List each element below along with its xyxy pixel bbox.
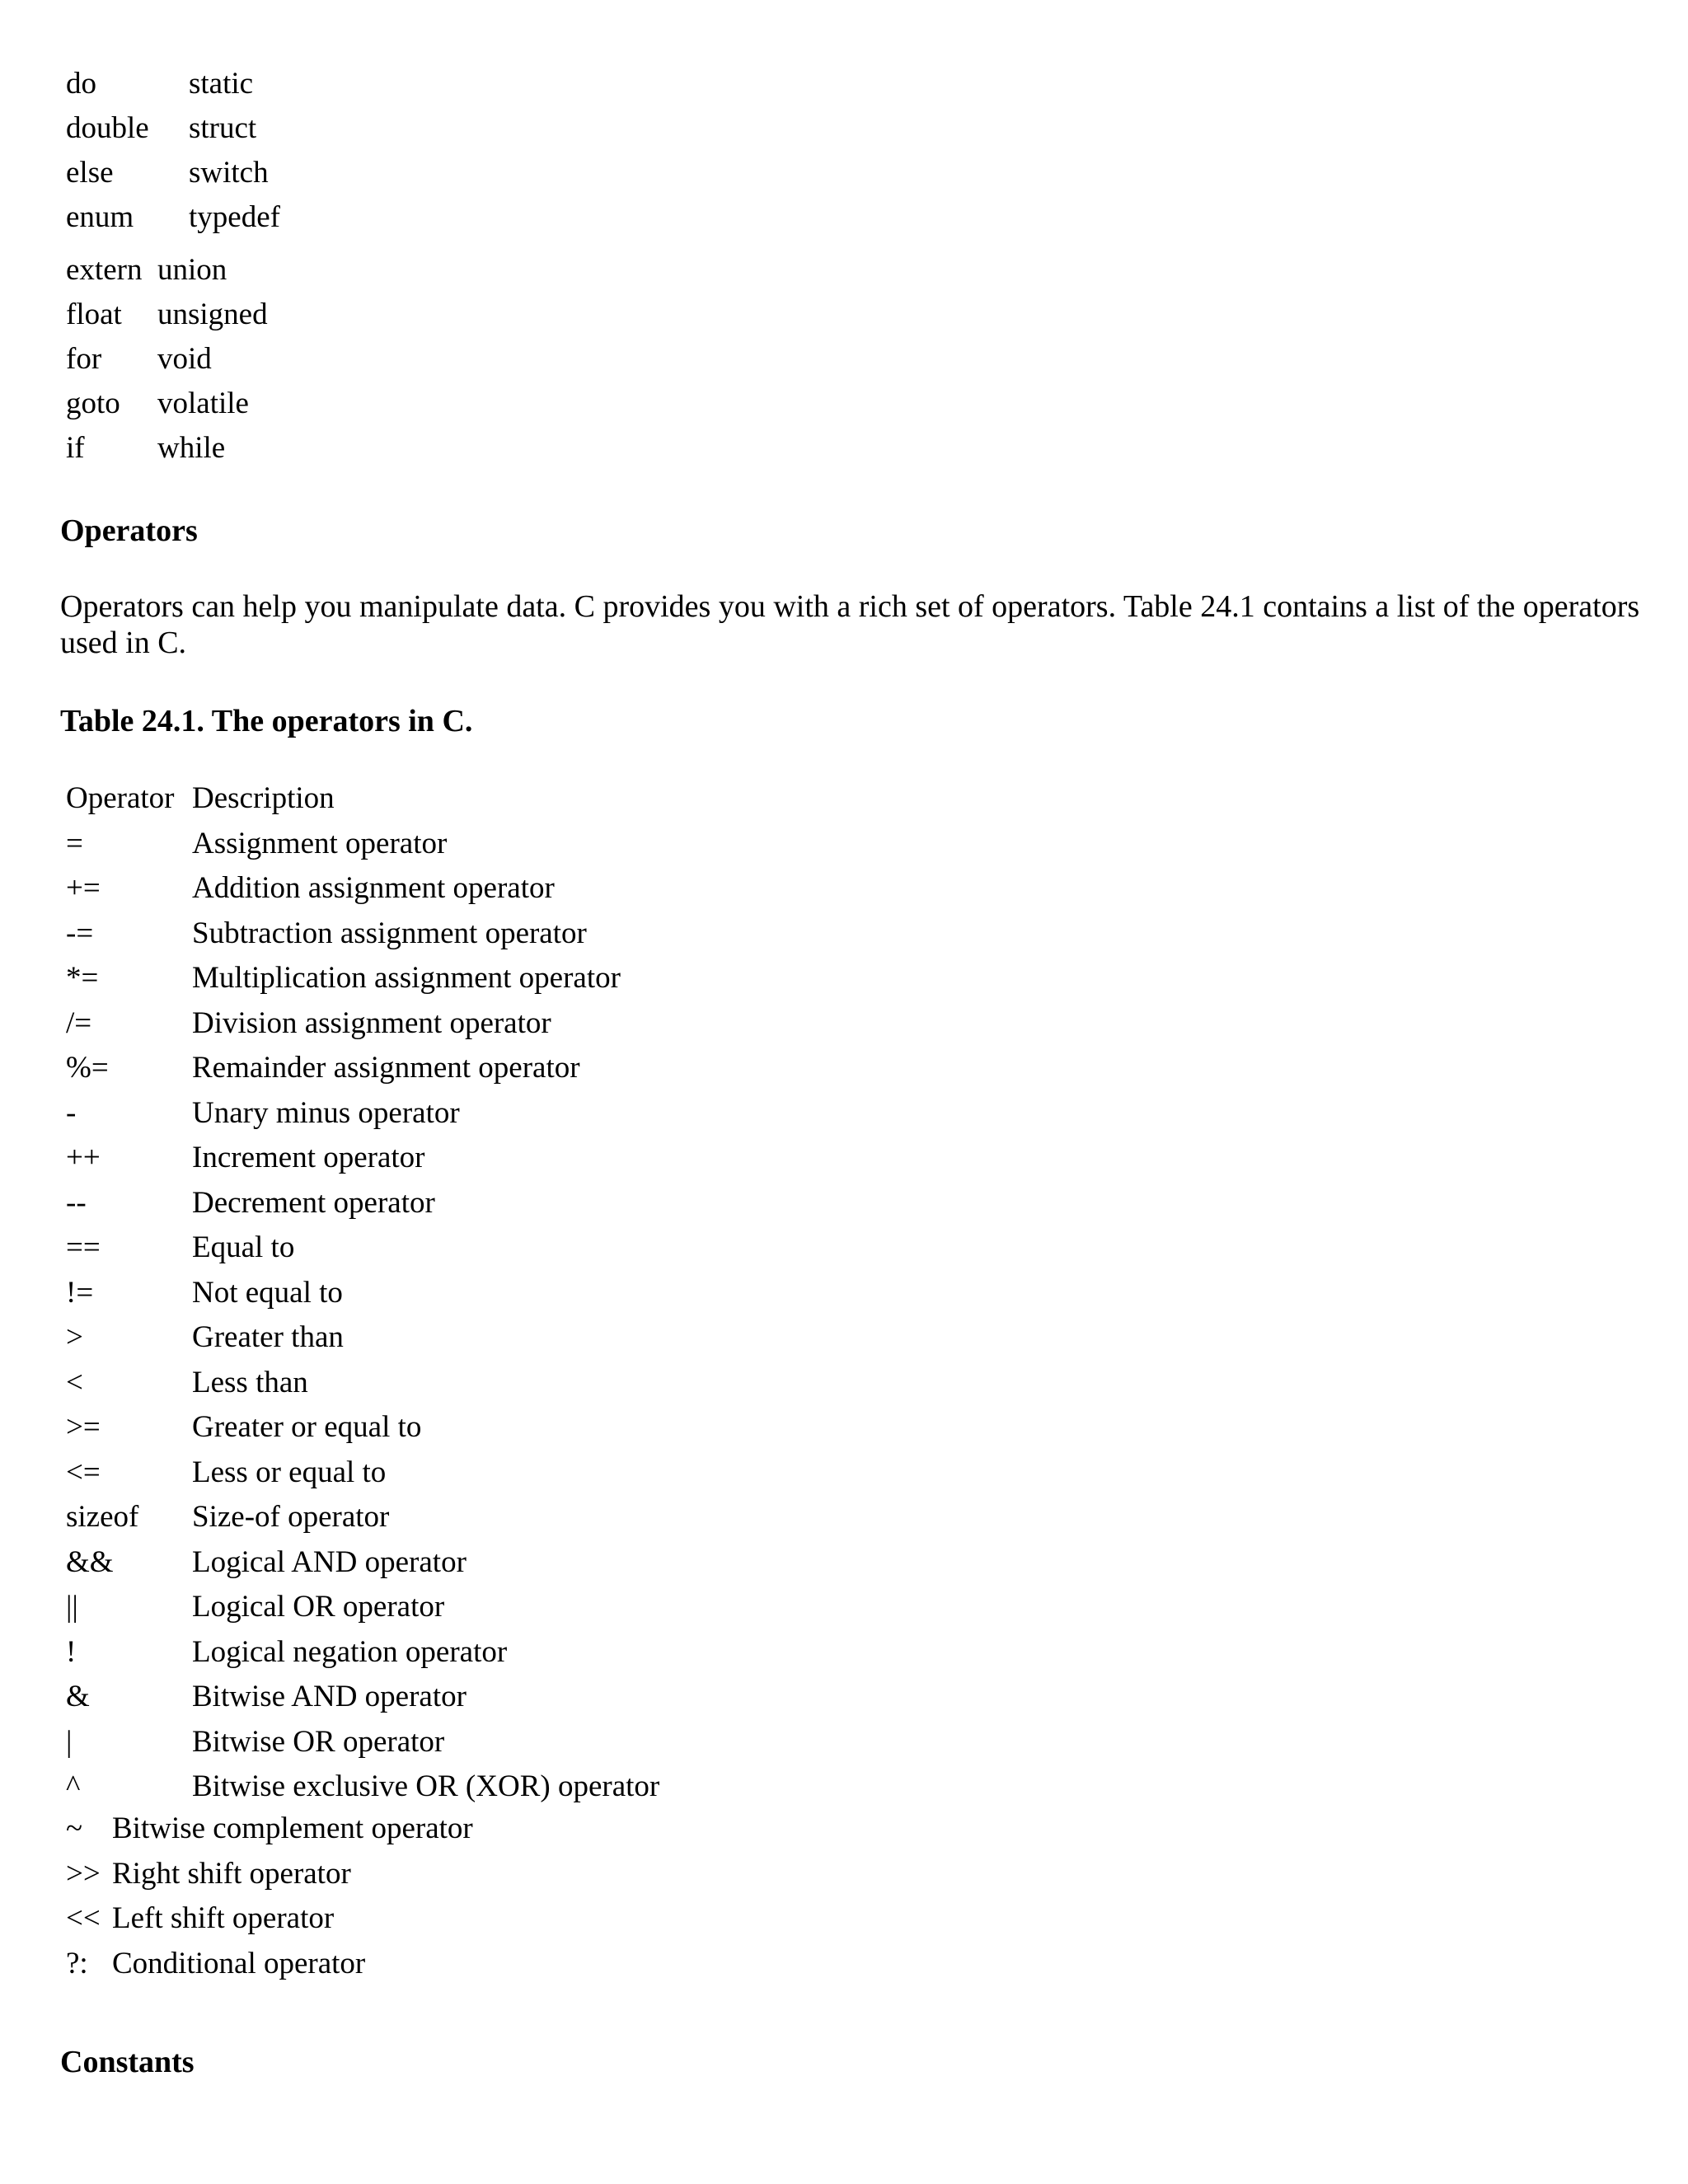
cell-value: volatile	[157, 387, 249, 420]
cell-value: Less or equal to	[192, 1455, 387, 1489]
keyword-row	[66, 62, 280, 106]
cell-term: =	[66, 826, 83, 860]
keywords-table-part2	[66, 248, 268, 471]
cell-value: static	[189, 67, 254, 101]
operator-row	[66, 1896, 473, 1942]
cell-term: else	[66, 156, 114, 190]
operator-row	[66, 1451, 659, 1496]
keyword-row	[66, 195, 280, 240]
cell-term: /=	[66, 1005, 92, 1040]
table-header-row	[66, 776, 659, 822]
cell-term: >	[66, 1320, 83, 1354]
operator-row	[66, 1675, 659, 1720]
operator-row	[66, 866, 659, 912]
cell-term: *=	[66, 961, 99, 995]
cell-term: ++	[66, 1141, 101, 1174]
operator-row	[66, 1271, 659, 1316]
cell-term: ==	[66, 1230, 101, 1264]
operator-row	[66, 1046, 659, 1091]
cell-value: Increment operator	[192, 1141, 425, 1174]
cell-value: Logical AND operator	[192, 1544, 467, 1579]
cell-term: ?:	[66, 1946, 88, 1980]
cell-term: --	[66, 1185, 87, 1220]
operator-row	[66, 1585, 659, 1630]
cell-value: Bitwise complement operator	[112, 1811, 473, 1845]
cell-value: Assignment operator	[192, 826, 448, 860]
cell-value: Bitwise AND operator	[192, 1680, 467, 1713]
operator-row	[66, 1226, 659, 1271]
cell-term: ^	[66, 1769, 81, 1803]
operator-row	[66, 1495, 659, 1540]
cell-term: |	[66, 1724, 73, 1759]
operator-row	[66, 1181, 659, 1226]
cell-value: Subtraction assignment operator	[192, 916, 587, 950]
cell-term: %=	[66, 1051, 109, 1085]
cell-term: for	[66, 342, 102, 376]
operator-row	[66, 1091, 659, 1137]
cell-term: <<	[66, 1901, 101, 1935]
cell-value: Left shift operator	[112, 1901, 335, 1935]
constants-heading: Constants	[60, 2045, 195, 2079]
cell-term: extern	[66, 253, 143, 287]
cell-value: Bitwise exclusive OR (XOR) operator	[192, 1769, 660, 1803]
operator-row	[66, 1720, 659, 1765]
cell-value: Size-of operator	[192, 1500, 390, 1534]
keyword-row	[66, 151, 280, 195]
cell-value: switch	[189, 156, 269, 190]
operators-heading: Operators	[60, 513, 198, 548]
cell-value: Conditional operator	[112, 1946, 366, 1980]
cell-value: Decrement operator	[192, 1185, 435, 1220]
header-operator: Operator	[66, 781, 175, 815]
header-description: Description	[192, 781, 335, 815]
operator-row	[66, 1942, 473, 1987]
cell-term: <	[66, 1365, 83, 1399]
keyword-row	[66, 426, 268, 471]
cell-value: Division assignment operator	[192, 1005, 551, 1040]
cell-term: -=	[66, 916, 94, 950]
operator-row	[66, 1540, 659, 1586]
cell-value: typedef	[189, 200, 280, 234]
operator-row	[66, 1001, 659, 1047]
cell-value: while	[157, 431, 226, 465]
cell-term: &	[66, 1680, 90, 1713]
operator-row	[66, 1807, 473, 1852]
cell-value: Equal to	[192, 1230, 295, 1264]
operator-row	[66, 1765, 659, 1810]
cell-term: float	[66, 298, 122, 331]
cell-term: ||	[66, 1590, 78, 1624]
operators-paragraph: Operators can help you manipulate data. C provides you with a rich set of operators. Table 24.1 contains a list of the operators used in C.	[60, 589, 1640, 660]
operator-row	[66, 1405, 659, 1451]
keywords-table-part1	[66, 62, 280, 240]
cell-value: Less than	[192, 1365, 308, 1399]
cell-term: if	[66, 431, 85, 465]
keyword-row	[66, 293, 268, 337]
cell-value: struct	[189, 111, 257, 145]
cell-value: Multiplication assignment operator	[192, 961, 621, 995]
operator-row	[66, 912, 659, 957]
cell-term: enum	[66, 200, 134, 234]
operator-row	[66, 1361, 659, 1406]
keyword-row	[66, 106, 280, 151]
cell-term: sizeof	[66, 1500, 139, 1534]
cell-term: >=	[66, 1410, 101, 1444]
cell-value: unsigned	[157, 298, 268, 331]
keyword-row	[66, 337, 268, 382]
cell-value: Logical negation operator	[192, 1634, 508, 1669]
cell-value: Addition assignment operator	[192, 871, 555, 905]
cell-value: union	[157, 253, 227, 287]
cell-term: goto	[66, 387, 120, 420]
cell-term: &&	[66, 1544, 114, 1579]
cell-term: >>	[66, 1856, 101, 1891]
cell-value: Remainder assignment operator	[192, 1051, 580, 1085]
keyword-row	[66, 382, 268, 426]
cell-term: +=	[66, 871, 101, 905]
cell-term: -	[66, 1095, 77, 1130]
cell-value: Logical OR operator	[192, 1590, 445, 1624]
cell-term: !=	[66, 1275, 94, 1310]
cell-term: ~	[66, 1811, 83, 1845]
cell-value: Greater than	[192, 1320, 344, 1354]
operator-row	[66, 1630, 659, 1675]
operator-row	[66, 1315, 659, 1361]
table-caption: Table 24.1. The operators in C.	[60, 704, 473, 738]
cell-value: void	[157, 342, 212, 376]
operators-table-part1	[66, 776, 659, 1810]
operators-table-part2	[66, 1807, 473, 1986]
cell-value: Right shift operator	[112, 1856, 351, 1891]
cell-term: <=	[66, 1455, 101, 1489]
cell-value: Bitwise OR operator	[192, 1724, 445, 1759]
operator-row	[66, 956, 659, 1001]
keyword-row	[66, 248, 268, 293]
operator-row	[66, 822, 659, 867]
cell-term: !	[66, 1634, 77, 1669]
cell-value: Greater or equal to	[192, 1410, 422, 1444]
cell-value: Unary minus operator	[192, 1095, 460, 1130]
operator-row	[66, 1136, 659, 1181]
cell-term: double	[66, 111, 149, 145]
operator-row	[66, 1852, 473, 1897]
cell-term: do	[66, 67, 96, 101]
cell-value: Not equal to	[192, 1275, 343, 1310]
